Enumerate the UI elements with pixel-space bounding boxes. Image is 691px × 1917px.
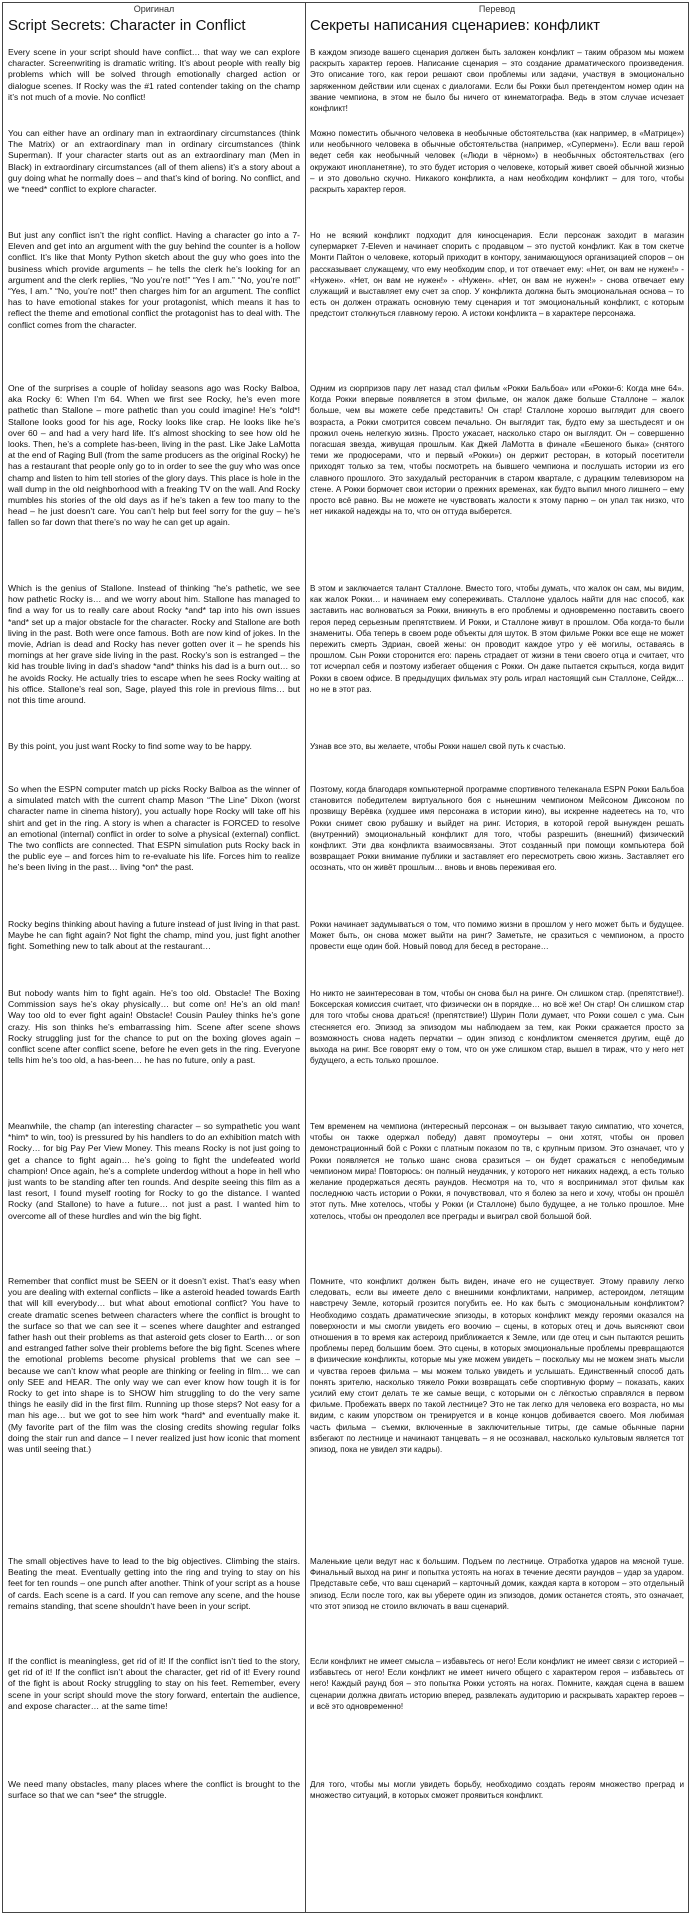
translation-paragraph-11: Помните, что конфликт должен быть виден, иначе его не существует. Этому правилу легко следовать, если вы имеете дело с внешними конфликтами, например, астероидом, летящим навстречу Земле, который грозится погубить ее. Но как быть с эмоциональным конфликтом? Необходимо создать драматические эпизоды, в которых конфликт между героями оказался на поверхности и мы смогли увидеть его воочию – сцены, в которых отец и дочь выясняют свои отношения в то время как астероид приближается к Земле, или где отец и сын пытаются решить проблемы перед большим боем. Это сцены, в которых эмоциональные проблемы превращаются в физические конфликты, которые мы уже можем увидеть – поскольку мы не можем знать мысли и чувства героев фильма – мы можем только увидеть и услышать. Единственный способ дать понять зрителю, насколько тяжело Рокки возвращать себе спортивную форму – показать, каких усилий ему стоит делать те же самые вещи, с которыми он с лёгкостью справлялся в первом фильме. Пробежать вверх по такой лестнице? Это не так легко для человека его возраста, но мы видим, с каким упорством он тренируется и в конце концов добивается своего. Моя любимая часть фильма – съемки, включенные в заключительные титры, где самые обычные парни взбегают по лестнице и начинают танцевать – я не осознавал, насколько культовым является тот эпизод, пока не увидел эти кадры). bbox=[310, 1277, 684, 1455]
translation-paragraph-5: В этом и заключается талант Сталлоне. Вместо того, чтобы думать, что жалок он сам, мы видим, как жалок Рокки… и начинаем ему сопереживать. Сталлоне удалось найти для нас способ, как заставить нас волноваться за Рокки, вникнуть в его проблемы и одновременно поставить своего героя перед серьезным препятствием. И Рокки, и Сталлоне живут в прошлом. Оба когда-то были знамениты. Оба теперь в своем роде объекты для шуток. В этом фильме Рокки все еще не может пережить смерть Эдриан, своей жены: он проводит каждое утро у её могилы, оставаясь в прошлом. Сын Рокки сторонится его: парень страдает от жизни в тени своего отца и считает, что тот исчерпал себя и поэтому избегает общения с Рокки. Он даже пытается скрыться, когда видит Рокки в своем офисе. В предыдущих фильмах эту роль играл настоящий сын Сталлоне, Сейдж… но не в этот раз. bbox=[310, 584, 684, 694]
translation-paragraph-9: Но никто не заинтересован в том, чтобы он снова был на ринге. Он слишком стар. (препятствие!). Боксерская комиссия считает, что физически он в порядке… но всё же! Он стар! Он слишком стар для того чтобы снова драться! (препятствие!) Шурин Поли думает, что Рокки сошел с ума. Сын стесняется его. Эпизод за эпизодом мы наблюдаем за тем, как Рокки сражается просто за возможность снова надеть перчатки – один эпизод с конфликтом сменяется другим, ещё до выхода на ринг. Все говорят ему о том, что он уже слишком стар, вышел в тираж, что у него нет будущего, а есть только прошлое. bbox=[310, 989, 684, 1066]
translation-paragraph-8: Рокки начинает задумываться о том, что помимо жизни в прошлом у него может быть и будущее. Может быть, он снова может выйти на ринг? Заметьте, не сразиться с чемпионом, а просто провести еще один бой. Новый повод для бесед в ресторане… bbox=[310, 920, 684, 952]
original-paragraph-13: If the conflict is meaningless, get rid of it! If the conflict isn’t tied to the story, get rid of it! If the conflict isn’t about the character, get rid of it! Every round of the fight is about Rocky struggling to stay on his feet. Remember, every scene in your script should move the story forward, entertain the audience, and expose character… at the same time! bbox=[8, 1656, 300, 1711]
original-paragraph-5: Which is the genius of Stallone. Instead of thinking “he’s pathetic, we see how pathetic Rocky is… and we worry about him. Stallone has managed to find a way for us to really care about Rocky *and* tap into his own issues *and* set up a major obstacle for the character. Rocky and Stallone are both living in the past. Both were once famous. Both are now kind of jokes. In the movie, Adrian is dead and Rocky has never gotten over it – he spends his mornings at her grave side living in the past. Rocky’s son is estranged – the kid has trouble living in dad’s shadow *and* thinks his dad is a burn out… so he avoids Rocky. He actually tries to escape when he sees Rocky waiting at his office. Stallone’s real son, Sage, played this role in previous films… but not this time around. bbox=[8, 583, 300, 706]
bilingual-document bbox=[2, 2, 689, 1913]
translation-paragraph-12: Маленькие цели ведут нас к большим. Подъем по лестнице. Отработка ударов на мясной туше. Финальный выход на ринг и попытка устоять на ногах в течение десяти раундов – удар за ударом. Представьте себе, что ваш сценарий – карточный домик, каждая карта в котором – это отдельный эпизод. Если после того, как вы уберете один из эпизодов, домик останется стоять, это означает, что этот эпизод не стоило включать в ваш сценарий. bbox=[310, 1557, 684, 1611]
original-paragraph-6: By this point, you just want Rocky to find some way to be happy. bbox=[8, 741, 252, 751]
original-paragraph-3: But just any conflict isn’t the right conflict. Having a character go into a 7-Eleven and get into an argument with the guy behind the counter is a hollow conflict. It’s like that Monty Python sketch about the guy who goes into the business which provide arguments – he tells the clerk he’s looking for an argument and the clerk replies, “No you’re not!” “Yes I am.” “No, you’re not!” “Yes, I am.” “No, you’re not!” then charges him for an argument. The conflict has to have emotional stakes for your protagonist, which means it has to reflect the theme and emotional conflict the protagonist has to deal with. The conflict comes from the character. bbox=[8, 230, 300, 330]
original-paragraph-9: But nobody wants him to fight again. He’s too old. Obstacle! The Boxing Commission says he’s okay physically… but come on! He’s an old man! Way too old to ever fight again! Obstacle! Cousin Pauley thinks he’s gone crazy. His son thinks he’s embarrassing him. Scene after scene shows Rocky struggling just for the chance to put on the boxing gloves again – conflict scene after conflict scene, before he even gets in the ring. Everyone tells him he’s too old, a has-been… he has no future, only a past. bbox=[8, 988, 300, 1066]
translation-paragraph-4: Одним из сюрпризов пару лет назад стал фильм «Рокки Бальбоа» или «Рокки-6: Когда мне 64». Когда Рокки впервые появляется в этом фильме, он жалок даже больше Сталлоне – жалок больше, чем вы можете себе представить! Он стар! Сталлоне хорошо выглядит для своего возраста, а Рокки смотрится совсем печально. Он выглядит так, будто ему за шестьдесят и он прожил очень нелегкую жизнь. Просто ужасает, насколько старо он выглядит. Он – совершенно погасшая звезда, живущая прошлым. Как Джей ЛаМотта в финале «Бешеного быка» (снятого теми же продюсерами, что и первый «Рокки») он держит ресторан, в который посетители приходят только за тем, чтобы посмотреть на бывшего чемпиона и послушать истории из его славного прошлого. Это захудалый ресторанчик в старом квартале, с дурацким телевизором на стене. А Рокки бормочет свои истории о прежних временах, как будто выпил много лишнего – ему просто всё равно. Вы не можете не чувствовать жалости к этому парню – он упал так низко, что нет никакой надежды на то, что он оттуда выберется. bbox=[310, 384, 684, 517]
translation-paragraph-10: Тем временем на чемпиона (интересный персонаж – он вызывает такую симпатию, что хочется, чтобы он также одержал победу) давят промоутеры – они хотят, чтобы он провел демонстрационный бой с Рокки с платным показом по тв, с крупным призом. Это означает, что у Рокки появляется не только шанс снова сразиться – он будет сражаться с непобедимым чемпионом мира! Повторюсь: он полный неудачник, у которого нет никаких надежд, а есть только желание продержаться десять раундов. Несмотря на то, что я воспринимал этот фильм как последнюю часть истории о Рокки, я почувствовал, что я болею за него и хочу, чтобы он прошёл этот путь. Мне хотелось, чтобы у Рокки (и Сталлоне) было будущее, а не только прошлое. Мне хотелось, чтобы он преодолел все преграды и выиграл свой большой бой. bbox=[310, 1122, 684, 1221]
original-title: Script Secrets: Character in Conflict bbox=[8, 17, 246, 34]
original-paragraph-1: Every scene in your script should have conflict… that way we can explore character. Screenwriting is dramatic writing. It’s about people with really big problems which will be solved through emotionally charged action or dialogue scenes. If Rocky was the #1 rated contender taking on the champ it’s not much of a movie. No conflict! bbox=[8, 47, 300, 102]
original-paragraph-8: Rocky begins thinking about having a future instead of just living in that past. Maybe he can fight again? Not fight the champ, mind you, just fight another fight. Something new to talk about at the restaurant… bbox=[8, 919, 300, 952]
translation-paragraph-1: В каждом эпизоде вашего сценария должен быть заложен конфликт – таким образом мы можем раскрыть характер героев. Написание сценария – это создание драматического произведения. Это описание того, как герои решают свои проблемы или задачи, участвуя в эмоционально заряженном действии или сценах с диалогами. Если бы Рокки был претендентом номер один на звание чемпиона, в этом не было бы ничего от кинематографа. Ведь в этом случае исчезает конфликт! bbox=[310, 48, 684, 114]
translation-paragraph-6: Узнав все это, вы желаете, чтобы Рокки нашел свой путь к счастью. bbox=[310, 742, 566, 751]
original-paragraph-12: The small objectives have to lead to the big objectives. Climbing the stairs. Beating the meat. Eventually getting into the ring and trying to stay on his feet for ten rounds – one punch after another. Think of your script as a house of cards. Each scene is a card. If you can remove any scene, and the house remains standing, that scene shouldn’t have been in your script. bbox=[8, 1556, 300, 1611]
original-paragraph-14: We need many obstacles, many places where the conflict is brought to the surface so that we can *see* the struggle. bbox=[8, 1779, 300, 1801]
translation-paragraph-7: Поэтому, когда благодаря компьютерной программе спортивного телеканала ESPN Рокки Бальбоа становится победителем виртуального боя с нынешним чемпионом Мейсоном Диксоном по прозвищу Верёвка (худшее имя персонажа в истории кино), вы искренне надеетесь на то, что Рокки снимет свою рубашку и выйдет на ринг. История, в которой герой вынужден решать (внутренний) эмоциональный конфликт для того, чтобы разрешить (внешний) физический конфликт. Эти два конфликта взаимосвязаны. Этот созданный при помощи компьютера бой возвращает Рокки внимание публики и заставляет его пересмотреть свою жизнь. Заставляет его осознать, что он живёт прошлым… вновь и вновь переживая его. bbox=[310, 785, 684, 873]
translation-title: Секреты написания сценариев: конфликт bbox=[310, 17, 601, 34]
translation-column-label: Перевод bbox=[478, 4, 516, 14]
translation-paragraph-13: Если конфликт не имеет смысла – избавьтесь от него! Если конфликт не имеет связи с историей – избавьтесь от него! Если конфликт не имеет ничего общего с характером героя – избавьтесь от него! Каждый раунд боя – это попытка Рокки устоять на ногах. Помните, каждая сцена в вашем сценарии должна двигать историю вперед, развлекать аудиторию и раскрывать характер героев – и всё это одновременно! bbox=[310, 1657, 684, 1711]
column-divider bbox=[305, 3, 306, 1912]
original-column-label: Оригинал bbox=[133, 4, 175, 14]
original-paragraph-7: So when the ESPN computer match up picks Rocky Balboa as the winner of a simulated match with the current champ Mason “The Line” Dixon (worst character name in cinema history), you actually hope Rocky will take off his shirt and get in the ring. A story is when a character is FORCED to resolve an emotional (internal) conflict in order to solve a physical (external) conflict. The two conflicts are connected. That ESPN simulation puts Rocky back in the public eye – and forces him to re-evaluate his life. Forces him to realize he’s been living in the past… living *on* the past. bbox=[8, 784, 300, 873]
translation-paragraph-3: Но не всякий конфликт подходит для киносценария. Если персонаж заходит в магазин супермаркет 7-Eleven и начинает спорить с продавцом – это пустой конфликт. Как в том скетче Монти Пайтон о человеке, который приходит в контору, занимающуюся организацией споров – он рассказывает служащему, что ему необходим спор, и тот отвечает ему: «Нет, он вам не нужен!» - «Нужен». «Нет, он вам не нужен!» - «Нужен». «Нет, он вам не нужен!» - снова отвечает ему служащий и выставляет ему счет за спор. У конфликта должна быть эмоциональная основа – то есть он должен отражать основную тему сценария и тот эмоциональный конфликт, с которым предстоит столкнуться главному герою. А истоки конфликта – в характере персонажа. bbox=[310, 231, 684, 319]
original-paragraph-11: Remember that conflict must be SEEN or it doesn’t exist. That’s easy when you are dealing with external conflicts – like a asteroid headed towards Earth that will kill everybody… but what about emotional conflict? You have to create dramatic scenes between characters where the conflict is brought to the surface so that we can see it – scenes where daughter and estranged father hash out their problems as that asteroid gets closer to Earth… or son and estranged father solve their problems before the big fight. Scenes where the emotional problems become physical problems that we can see – because we can’t know what people are thinking or feeling in film… we can only SEE and HEAR. The only way we can ever know how tough it is for Rocky to get into shape is to SHOW him struggling to do the very same things he easily did in the first film. Running up those steps? Not easy for a man his age… but we got to see him work *hard* and eventually make it. (My favorite part of the film was the closing credits showing regular folks doing the stair run and dance – I never realized just how iconic that moment was until seeing that.) bbox=[8, 1276, 300, 1455]
translation-paragraph-14: Для того, чтобы мы могли увидеть борьбу, необходимо создать героям множество преград и множество ситуаций, в которых сможет проявиться конфликт. bbox=[310, 1780, 684, 1801]
original-paragraph-10: Meanwhile, the champ (an interesting character – so sympathetic you want *him* to win, too) is pressured by his handlers to do an exhibition match with Rocky… for big Pay Per View Money. This means Rocky is not just going to get a chance to fight again… he’s going to fight the undefeated world champion! Once again, he’s a complete underdog without a hope in hell who just wants to be standing after ten rounds. And despite seeing this film as a last resort, I found myself rooting for Rocky to go the distance. I wanted Rocky (and Stallone) to have a future… not just a past. I wanted him to overcome all of these hurdles and win the big fight. bbox=[8, 1121, 300, 1221]
translation-paragraph-2: Можно поместить обычного человека в необычные обстоятельства (как например, в «Матрице») или необычного человека в обычные обстоятельства (например, «Супермен»). Если ваш герой ведет себя как необычный человек («Люди в чёрном») в необычных обстоятельствах (его окружают инопланетяне), то это будет история о человеке, который живет своей обычной жизнью – и это довольно скучно. Никакого конфликта, а нам необходим конфликт – для того, чтобы раскрыть характер героя. bbox=[310, 129, 684, 195]
original-paragraph-4: One of the surprises a couple of holiday seasons ago was Rocky Balboa, aka Rocky 6: When I’m 64. When we first see Rocky, he’s even more pathetic than Stallone – more pathetic than you could imagine! He’s *old*! Stallone looks good for his age, Rocky looks like crap. He looks like he’s over 60 – and had a very hard life. It’s almost shocking to see how old he looks. Then, he’s a complete has-been, living in the past. Like Jake LaMotta at the end of Raging Bull (from the same producers as the original Rocky) he has a restaurant that people only go to in order to see the guy who was once champ and listen to him tell stories of the glory days. This place is hole in the wall dump in the old neighborhood with a freaking TV on the wall. And Rocky mumbles his stories of the old days as if he’s taken a few too many to the head – he just doesn’t care. You can’t help but feel sorry for the guy – he’s fallen so far down that there’s no way he can get up again. bbox=[8, 383, 300, 528]
original-paragraph-2: You can either have an ordinary man in extraordinary circumstances (think The Matrix) or an extraordinary man in ordinary circumstances (think Superman). If your character starts out as an extraordinary man (Men in Black) in extraordinary circumstances (all of them aliens) it’s a story about a guy doing what he normally does – and that’s kind of boring. No conflict, and we *need* conflict to explore character. bbox=[8, 128, 300, 195]
